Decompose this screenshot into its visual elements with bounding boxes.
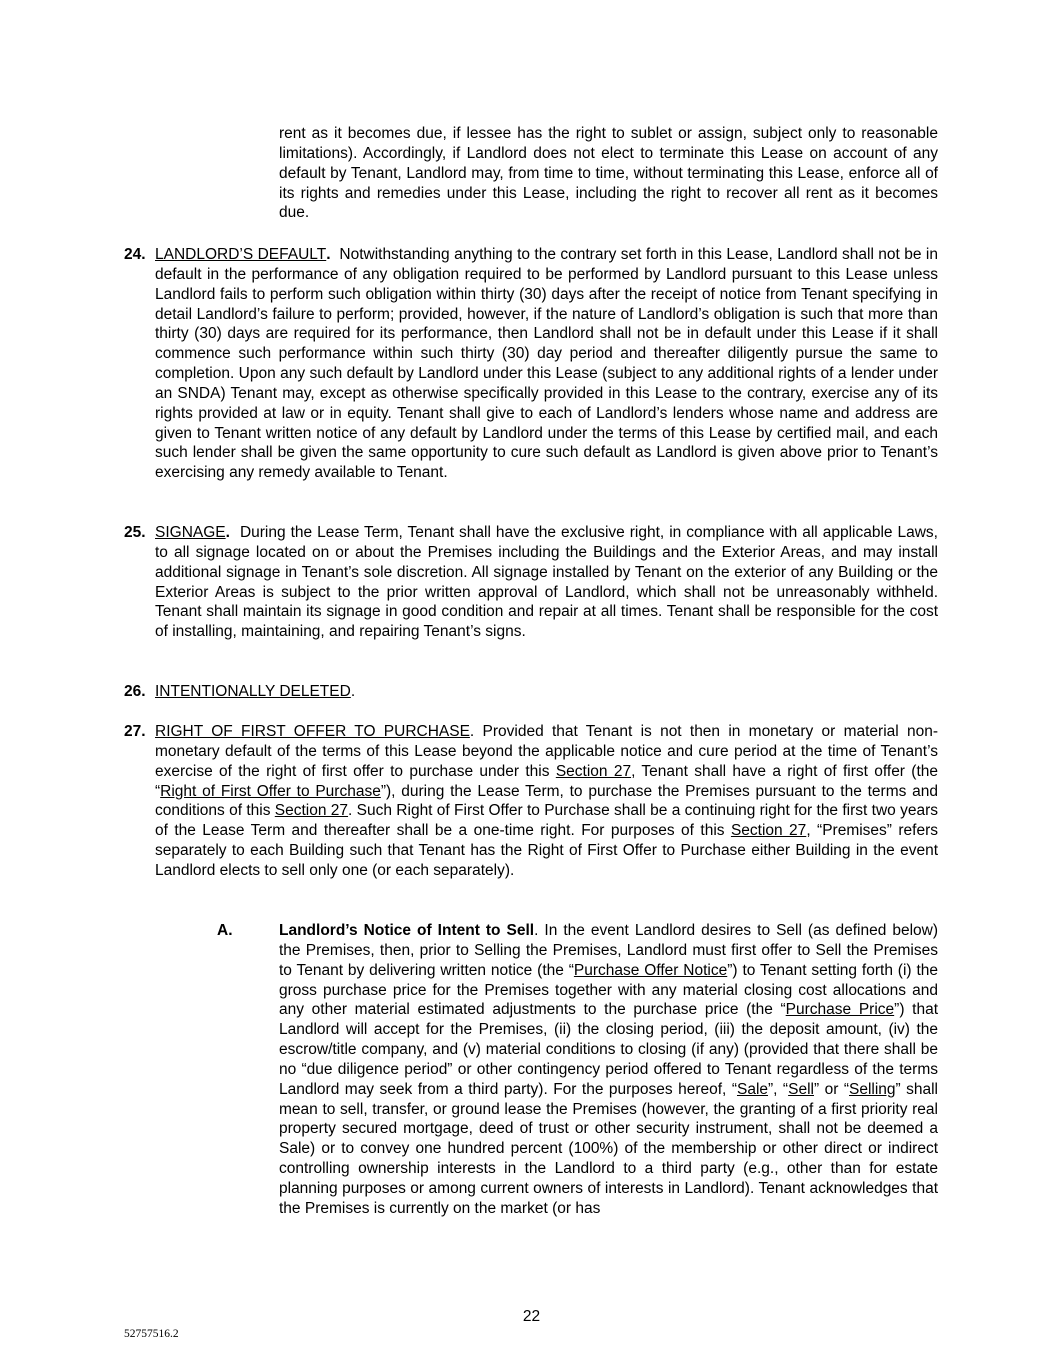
section-26-number: 26. xyxy=(124,683,146,700)
section-24-number: 24. xyxy=(124,246,146,263)
purchase-price-term: Purchase Price xyxy=(785,1001,895,1019)
page-number: 22 xyxy=(522,1308,541,1325)
subsection-a-text-4: ”, “ xyxy=(768,1080,789,1098)
section-27-title-punct: . xyxy=(469,723,475,740)
section-24-title-punct: . xyxy=(326,246,331,263)
section-27-number: 27. xyxy=(124,723,146,740)
section-25-text: During the Lease Term, Tenant shall have the exclusive right, in compliance with all applicable Laws, to all signage located on or about the Premises including the Buildings and the Exterior Areas, and may install additional signage in Tenant’s sole discretion. All signage installed by Tenant on the exterior of any Building or the Exterior Areas is subject to the prior written approval of Landlord, which shall not be unreasonably withheld. Tenant shall maintain its signage in good condition and repair at all times. Tenant shall be responsible for the cost of installing, maintaining, and repairing Tenant’s signs. xyxy=(155,524,938,641)
section-25-number: 25. xyxy=(124,524,146,541)
continuation-paragraph: rent as it becomes due, if lessee has the right to sublet or assign, subject only to reasonable limitations). Accordingly, if Landlord does not elect to terminate this Lease on account of any default by Tenant, Landlord may, from time to time, without terminating this Lease, enforce all of its rights and remedies under this Lease, including the right to recover all rent as it becomes due. xyxy=(279,125,938,222)
section-27-text-3: ”), during the Lease Term, to purchase the Premises pursuant to the terms and conditions of this xyxy=(155,782,938,820)
section-25-title: SIGNAGE xyxy=(155,524,226,541)
section-27-title: RIGHT OF FIRST OFFER TO PURCHASE xyxy=(155,723,470,740)
subsection-a-text-6: ” shall mean to sell, transfer, or ground lease the Premises (however, the granting of a first priority real property secured mortgage, deed of trust or other security instrument, shall not be deemed a Sale) or to convey one hundred percent (100%) of the membership or other direct or indirect controlling ownership interests in the Landlord to a third party (e.g., other than for estate planning purposes or among current owners of interests in Landlord). Tenant acknowledges that the Premises is currently on the market (or has xyxy=(279,1080,939,1217)
selling-term: Selling xyxy=(848,1080,896,1098)
right-of-first-offer-defined-term: Right of First Offer to Purchase xyxy=(160,782,381,800)
subsection-a-text-3: ”) that Landlord will accept for the Premises, (ii) the closing period, (iii) the deposit amount, (iv) the escrow/title company, and (v) material conditions to closing (if any) (provided that there shall be no “due diligence period” or other contingency period offered to Tenant regardless of the terms Landlord may seek from a third party). For the purposes hereof, “ xyxy=(279,1001,939,1098)
subsection-a-paragraph xyxy=(279,921,938,1219)
section-27-text-5: , “Premises” refers separately to each Building such that Tenant has the Right of First Offer to Purchase either Building in the event Landlord elects to sell only one (or each separately). xyxy=(155,822,938,879)
section-24-text: Notwithstanding anything to the contrary set forth in this Lease, Landlord shall not be in default in the performance of any obligation required to be performed by Landlord pursuant to this Lease unless Landlord fails to perform such obligation within thirty (30) days after the receipt of notice from Tenant specifying in detail Landlord’s failure to perform; provided, however, if the nature of Landlord’s obligation is such that more than thirty (30) days are required for its performance, then Landlord shall not be in default under this Lease if it shall commence such performance within such thirty (30) day period and thereafter diligently pursue the same to completion. Upon any such default by Landlord under this Lease (subject to any additional rights of a lender under an SNDA) Tenant may, except as otherwise specifically provided in this Lease to the contrary, exercise any of its rights provided at law or in equity. Tenant shall give to each of Landlord’s lenders whose name and address are given to Tenant written notice of any default by Landlord under the terms of this Lease by certified mail, and each such lender shall be given the same opportunity to cure such default as Landlord is given above prior to Tenant’s exercising any remedy available to Tenant. xyxy=(155,246,938,482)
section-27-text-2: , Tenant shall have a right of first offer (the “ xyxy=(155,762,938,800)
subsection-a-text-5: ” or “ xyxy=(813,1080,849,1098)
sell-term: Sell xyxy=(788,1080,814,1098)
document-id: 52757516.2 xyxy=(124,1328,179,1340)
sale-term: Sale xyxy=(736,1080,769,1098)
section-26-title: INTENTIONALLY DELETED xyxy=(155,683,351,700)
section-26-title-punct: . xyxy=(350,683,356,700)
section-27-ref: Section 27 xyxy=(274,802,349,820)
section-26-paragraph xyxy=(155,682,938,702)
section-27-paragraph xyxy=(155,722,938,881)
section-27-text-1: Provided that Tenant is not then in monetary or material non-monetary default of the terms of this Lease beyond the applicable notice and cure period at the time of Tenant’s exercise of the right of first offer to purchase under this xyxy=(155,723,939,780)
purchase-offer-notice-term: Purchase Offer Notice xyxy=(573,961,728,979)
subsection-a-title: Landlord’s Notice of Intent to Sell xyxy=(279,922,535,939)
subsection-a-label: A. xyxy=(217,922,233,939)
section-25-title-punct: . xyxy=(225,524,230,541)
section-27-ref: Section 27 xyxy=(555,762,632,780)
section-24-paragraph xyxy=(155,245,938,483)
subsection-a-text-2: ”) to Tenant setting forth (i) the gross purchase price for the Premises together with any material closing cost allocations and any other material estimated adjustments to the purchase price (the “ xyxy=(279,961,938,1019)
section-24-title: LANDLORD’S DEFAULT xyxy=(155,246,327,263)
subsection-a-text-1: . In the event Landlord desires to Sell (as defined below) the Premises, then, prior to Selling the Premises, Landlord must first offer to Sell the Premises to Tenant by delivering written notice (the “ xyxy=(279,922,938,979)
section-25-paragraph xyxy=(155,523,938,642)
section-27-ref: Section 27 xyxy=(730,822,807,840)
section-27-text-4: . Such Right of First Offer to Purchase shall be a continuing right for the first two years of the Lease Term and thereafter shall be a one-time right. For purposes of this xyxy=(155,802,938,840)
